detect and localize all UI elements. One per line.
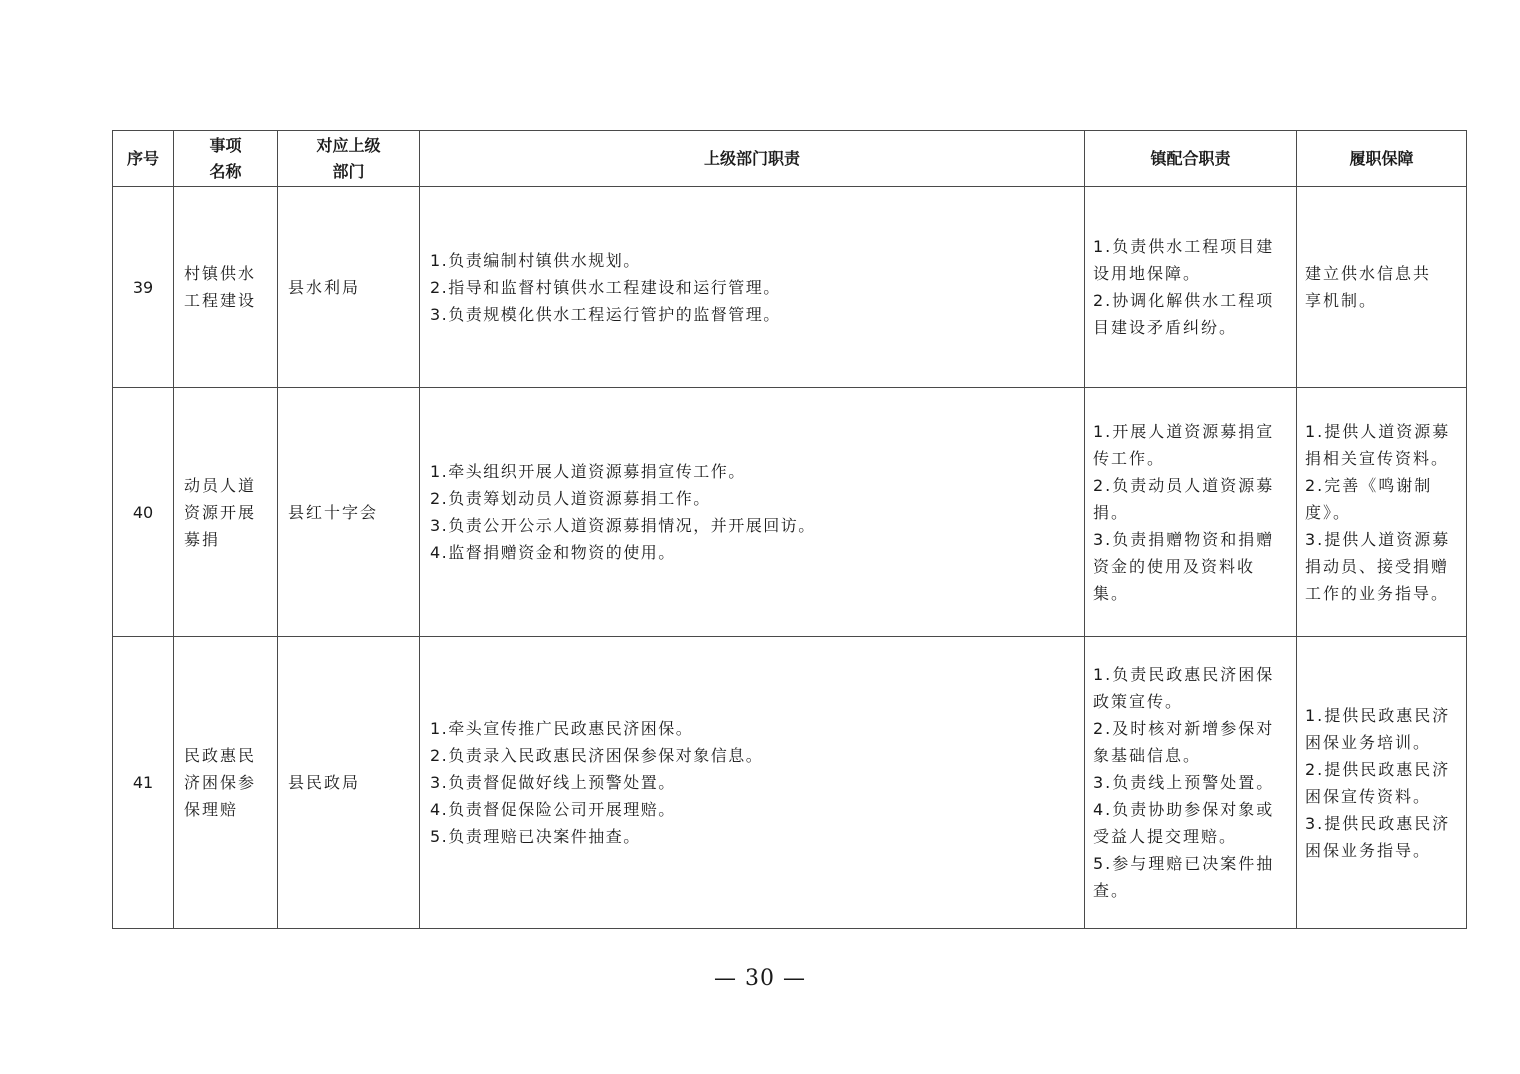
cell-line: 集。 (1093, 583, 1130, 603)
page-number: — 30 — (714, 966, 806, 991)
cell-seq: 39 (113, 187, 174, 388)
cell-line: 4.负责协助参保对象或 (1093, 800, 1275, 819)
cell-line: 查。 (1093, 881, 1130, 900)
cell-guarantee (1297, 388, 1467, 637)
header-dept-line: 对应上级 (316, 135, 381, 155)
cell-line: 5.参与理赔已决案件抽 (1093, 854, 1275, 873)
cell-line: 3.提供民政惠民济 (1305, 813, 1451, 833)
cell-line: 1.牵头宣传推广民政惠民济困保。 (430, 719, 694, 738)
cell-seq: 40 (113, 388, 174, 637)
cell-line: 捐相关宣传资料。 (1305, 448, 1450, 468)
cell-line: 2.及时核对新增参保对 (1093, 719, 1275, 738)
cell-line: 资源开展 (184, 502, 257, 522)
cell-line: 保理赔 (184, 800, 239, 819)
cell-dept: 县红十字会 (278, 388, 420, 637)
cell-town (1085, 388, 1297, 637)
cell-line: 困保业务指导。 (1305, 840, 1432, 860)
cell-line: 传工作。 (1093, 448, 1166, 468)
cell-line: 2.提供民政惠民济 (1305, 759, 1451, 779)
header-row (113, 131, 1467, 187)
cell-line: 村镇供水 (184, 264, 257, 283)
cell-duty (420, 388, 1085, 637)
cell-line: 动员人道 (184, 475, 257, 495)
cell-name (174, 388, 278, 637)
cell-line: 捐。 (1093, 502, 1130, 522)
cell-line: 募捐 (184, 529, 221, 549)
header-name (174, 131, 278, 187)
cell-line: 政策宣传。 (1093, 692, 1184, 711)
cell-line: 捐动员、接受捐赠 (1305, 556, 1450, 576)
cell-line: 目建设矛盾纠纷。 (1093, 318, 1238, 337)
cell-line: 设用地保障。 (1093, 264, 1202, 283)
cell-line: 受益人提交理赔。 (1093, 827, 1238, 846)
cell-line: 4.监督捐赠资金和物资的使用。 (430, 543, 676, 562)
cell-line: 2.负责筹划动员人道资源募捐工作。 (430, 489, 711, 508)
cell-line: 3.负责规模化供水工程运行管护的监督管理。 (430, 304, 781, 324)
cell-line: 1.负责供水工程项目建 (1093, 237, 1275, 256)
cell-line: 1.负责民政惠民济困保 (1093, 665, 1275, 684)
table-row (113, 187, 1467, 388)
cell-line: 建立供水信息共 (1305, 264, 1432, 283)
cell-name (174, 187, 278, 388)
cell-line: 1.负责编制村镇供水规划。 (430, 250, 641, 270)
cell-line: 1.牵头组织开展人道资源募捐宣传工作。 (430, 462, 746, 481)
cell-line: 3.负责督促做好线上预警处置。 (430, 773, 676, 792)
cell-guarantee (1297, 187, 1467, 388)
cell-line: 2.完善《鸣谢制 (1305, 475, 1433, 495)
cell-line: 3.负责捐赠物资和捐赠 (1093, 529, 1275, 549)
cell-name (174, 637, 278, 929)
cell-line: 3.负责线上预警处置。 (1093, 773, 1275, 792)
cell-town (1085, 187, 1297, 388)
cell-line: 工作的业务指导。 (1305, 583, 1450, 603)
table-row (113, 388, 1467, 637)
cell-line: 资金的使用及资料收 (1093, 556, 1256, 576)
cell-line: 民政惠民 (184, 746, 257, 765)
cell-line: 2.协调化解供水工程项 (1093, 291, 1275, 310)
header-seq: 序号 (113, 131, 174, 187)
cell-line: 4.负责督促保险公司开展理赔。 (430, 800, 676, 819)
cell-line: 困保业务培训。 (1305, 732, 1432, 752)
cell-duty (420, 187, 1085, 388)
header-town: 镇配合职责 (1085, 131, 1297, 187)
cell-line: 2.负责动员人道资源募 (1093, 475, 1275, 495)
header-dept-line: 部门 (332, 161, 365, 181)
cell-line: 济困保参 (184, 773, 257, 792)
cell-line: 享机制。 (1305, 291, 1378, 310)
cell-line: 1.开展人道资源募捐宣 (1093, 421, 1275, 441)
cell-line: 1.提供民政惠民济 (1305, 705, 1451, 725)
cell-duty (420, 637, 1085, 929)
duty-table (112, 130, 1467, 929)
cell-line: 3.提供人道资源募 (1305, 529, 1451, 549)
cell-line: 2.负责录入民政惠民济困保参保对象信息。 (430, 746, 764, 765)
header-name-line: 事项 (209, 135, 242, 155)
cell-line: 度》。 (1305, 502, 1352, 522)
cell-town (1085, 637, 1297, 929)
cell-line: 3.负责公开公示人道资源募捐情况，并开展回访。 (430, 516, 816, 535)
header-duty: 上级部门职责 (420, 131, 1085, 187)
header-guarantee: 履职保障 (1297, 131, 1467, 187)
cell-line: 1.提供人道资源募 (1305, 421, 1451, 441)
cell-dept: 县民政局 (278, 637, 420, 929)
cell-line: 困保宣传资料。 (1305, 786, 1432, 806)
cell-guarantee (1297, 637, 1467, 929)
header-name-line: 名称 (209, 161, 242, 181)
cell-dept: 县水利局 (278, 187, 420, 388)
cell-line: 象基础信息。 (1093, 746, 1202, 765)
cell-line: 5.负责理赔已决案件抽查。 (430, 827, 641, 846)
table-row (113, 637, 1467, 929)
cell-line: 工程建设 (184, 291, 257, 310)
cell-line: 2.指导和监督村镇供水工程建设和运行管理。 (430, 277, 781, 297)
cell-seq: 41 (113, 637, 174, 929)
header-dept (278, 131, 420, 187)
